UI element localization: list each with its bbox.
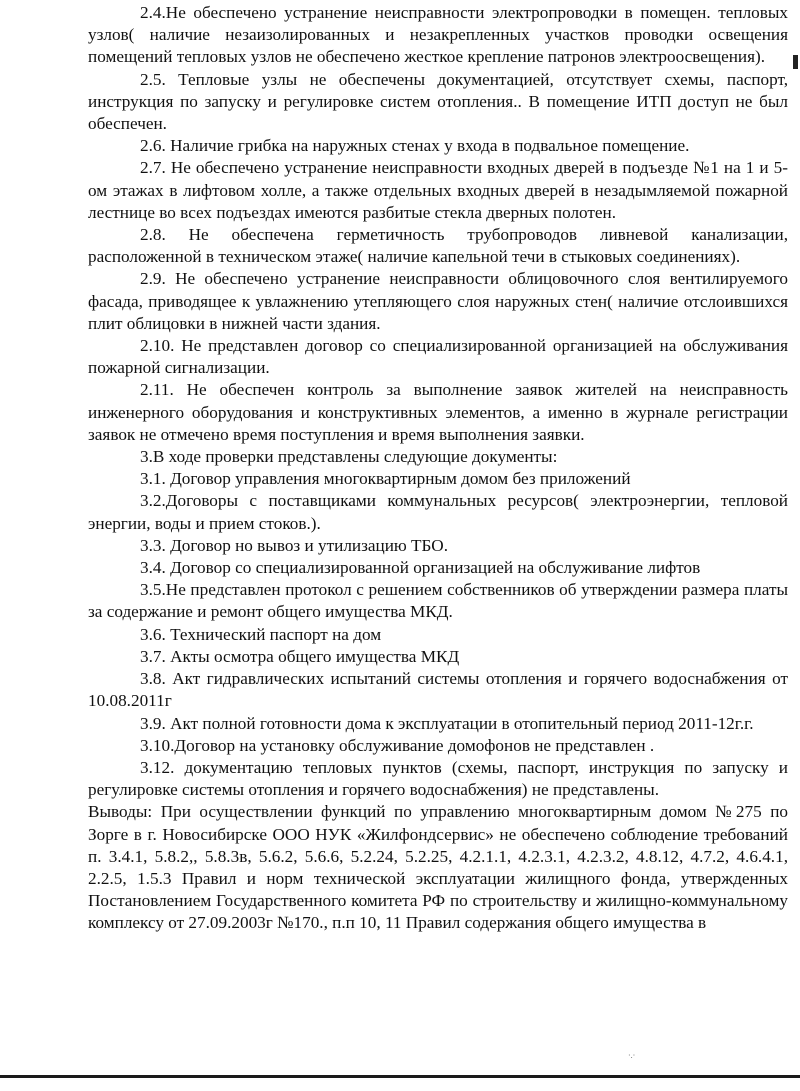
- paragraph-2-6: 2.6. Наличие грибка на наружных стенах у входа в подвальное помещение.: [140, 136, 690, 156]
- paragraph-conclusions: Выводы: При осуществлении функций по управлению многоквартирным домом №275 по Зорге в г. Новосибирске ООО НУК «Жилфондсервис» не обеспечено соблюдение требований п. 3.4.1, 5.8.2,, 5.8.3в, 5.6.2, 5.6.6, 5.2.24, 5.2.25, 4.2.1.1, 4.2.3.1, 4.2.3.2, 4.8.12, 4.7.2, 4.6.4.1, 2.2.5, 1.5.3 Правил и норм технической эксплуатации жилищного фонда, утвержденных Постановлением Государственного комитета РФ по строительству и жилищно-коммунальному комплексу от 27.09.2003г №170., п.п 10, 11 Правил содержания общего имущества в: [88, 802, 788, 933]
- paragraph-2-7: 2.7. Не обеспечено устранение неисправности входных дверей в подъезде №1 на 1 и 5-ом этажах в лифтовом холле, а также отдельных входных дверей в незадымляемой пожарной лестнице во всех подъездах имеются разбитые стекла дверных полотен.: [88, 158, 788, 222]
- paragraph-3-12: 3.12. документацию тепловых пунктов (схемы, паспорт, инструкция по запуску и регулировке системы отопления и горячего водоснабжения) не представлены.: [88, 757, 788, 800]
- paragraph-3: 3.В ходе проверки представлены следующие документы:: [140, 447, 558, 467]
- paragraph-3-9: 3.9. Акт полной готовности дома к эксплуатации в отопительный период 2011-12г.г.: [140, 713, 754, 733]
- paragraph-3-6: 3.6. Технический паспорт на дом: [140, 624, 382, 644]
- paragraph-3-10: 3.10.Договор на установку обслуживание домофонов не представлен .: [140, 735, 655, 755]
- paragraph-2-11: 2.11. Не обеспечен контроль за выполнение заявок жителей на неисправность инженерного оборудования и конструктивных элементов, а именно в журнале регистрации заявок не отмечено время поступления и время выполнения заявки.: [88, 380, 788, 444]
- paragraph-3-8: 3.8. Акт гидравлических испытаний системы отопления и горячего водоснабжения от 10.08.2011г: [88, 669, 788, 711]
- paragraph-3-5: 3.5.Не представлен протокол с решением собственников об утверждении размера платы за содержание и ремонт общего имущества МКД.: [88, 580, 788, 622]
- paragraph-2-5: 2.5. Тепловые узлы не обеспечены документацией, отсутствует схемы, паспорт, инструкция по запуску и регулировке систем отопления.. В помещение ИТП доступ не был обеспечен.: [88, 69, 788, 134]
- paragraph-3-1: 3.1. Договор управления многоквартирным домом без приложений: [140, 469, 631, 489]
- paragraph-3-7: 3.7. Акты осмотра общего имущества МКД: [140, 646, 460, 666]
- paragraph-3-2: 3.2.Договоры с поставщиками коммунальных ресурсов( электроэнергии, тепловой энергии, воды и прием стоков.).: [88, 491, 788, 533]
- paragraph-2-9: 2.9. Не обеспечено устранение неисправности облицовочного слоя вентилируемого фасада, приводящее к увлажнению утепляющего слоя наружных стен( наличие отслоившихся плит облицовки в нижней части здания.: [88, 269, 788, 333]
- paragraph-3-4: 3.4. Договор со специализированной организацией на обслуживание лифтов: [140, 558, 701, 578]
- scan-edge-mark: [793, 55, 798, 69]
- paragraph-2-4: 2.4.Не обеспечено устранение неисправности электропроводки в помещен. тепловых узлов( наличие незаизолированных и незакрепленных участков проводки освещения помещений тепловых узлов не обеспечено жесткое крепление патронов электроосвещения).: [88, 3, 788, 67]
- paragraph-3-3: 3.3. Договор но вывоз и утилизацию ТБО.: [140, 535, 449, 555]
- paragraph-2-8: 2.8. Не обеспечена герметичность трубопроводов ливневой канализации, расположенной в техническом этаже( наличие капельной течи в стыковых соединениях).: [88, 225, 788, 267]
- paragraph-2-10: 2.10. Не представлен договор со специализированной организацией на обслуживания пожарной сигнализации.: [88, 336, 788, 378]
- document-body: [88, 2, 788, 935]
- bottom-rule: [0, 1075, 800, 1078]
- scan-speck: ·.·: [628, 1051, 636, 1060]
